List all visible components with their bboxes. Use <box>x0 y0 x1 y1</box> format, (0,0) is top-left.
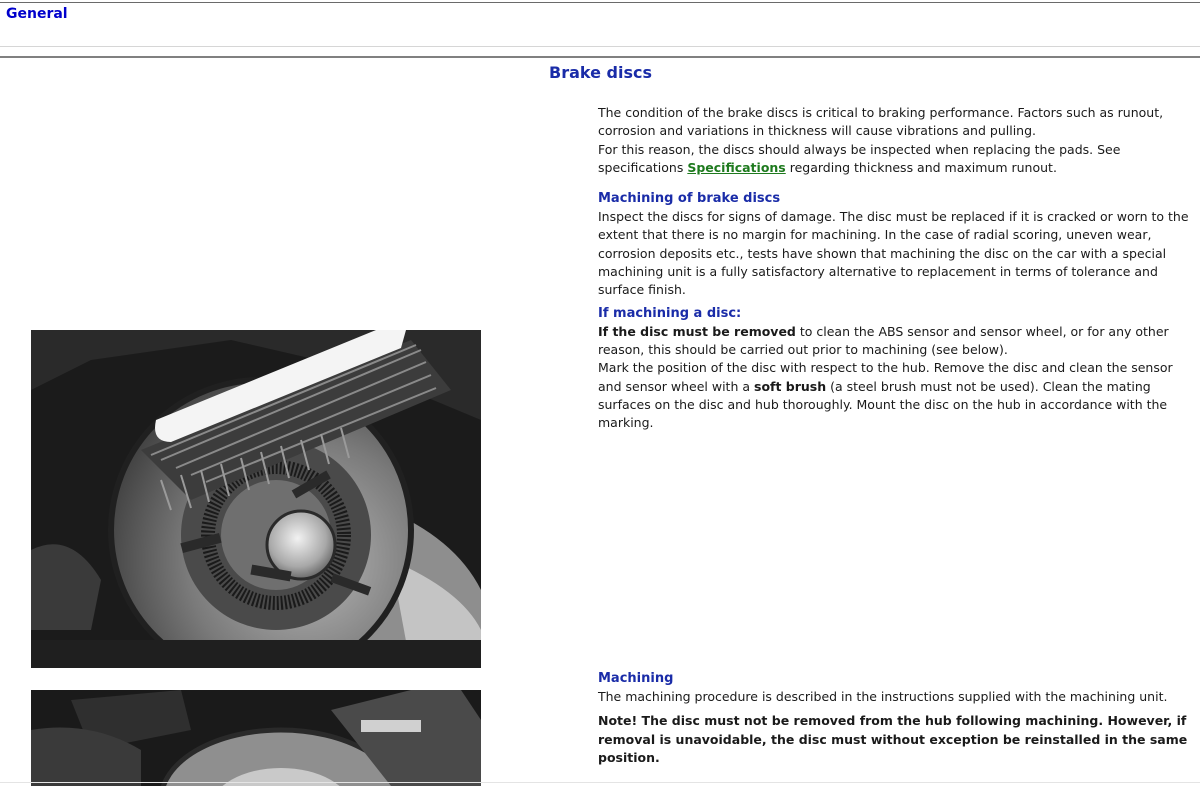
disc-removed-bold: If the disc must be removed <box>598 323 796 339</box>
header-divider-light <box>0 46 1200 47</box>
header-title: General <box>6 6 68 22</box>
intro-text-before-link: For this reason, the discs should always be inspected when replacing the pads. See specifications <box>598 141 1121 175</box>
machining-illustration <box>31 690 481 786</box>
article-content <box>598 104 1192 432</box>
header-divider <box>0 56 1200 58</box>
if-machining-text-2b: (a steel brush must not be used). Clean the mating surfaces on the disc and hub thoroughly. Mount the disc on the hub in accordance with the marking. <box>598 378 1168 431</box>
machining-unit-photo <box>31 690 481 786</box>
intro-paragraph-1: The condition of the brake discs is critical to braking performance. Factors such as runout, corrosion and variations in thickness will cause vibrations and pulling. <box>598 105 1164 139</box>
intro-text-after-link: regarding thickness and maximum runout. <box>785 159 1057 175</box>
machining-body: The machining procedure is described in the instructions supplied with the machining unit. <box>598 689 1168 704</box>
top-border <box>0 2 1200 3</box>
specifications-link[interactable]: Specifications <box>687 159 786 175</box>
machining-section <box>598 670 1192 767</box>
if-machining-heading: If machining a disc: <box>598 305 742 321</box>
intro-paragraph-2 <box>598 141 1192 178</box>
if-machining-text-1: to clean the ABS sensor and sensor wheel, or for any other reason, this should be carried out prior to machining (see below). <box>598 323 1169 357</box>
brush-hub-illustration <box>31 330 481 668</box>
machining-note: Note! The disc must not be removed from the hub following machining. However, if removal is unavoidable, the disc must without exception be reinstalled in the same position. <box>598 713 1188 765</box>
soft-brush-bold: soft brush <box>754 378 827 394</box>
machining-brake-discs-body: Inspect the discs for signs of damage. The disc must be replaced if it is cracked or worn to the extent that there is no margin for machining. In the case of radial scoring, uneven wear, corrosion deposits etc., tests have shown that machining the disc on the car with a special machining unit is a fully satisfactory alternative to replacement in terms of tolerance and surface finish. <box>598 209 1189 298</box>
if-machining-paragraph-1 <box>598 323 1192 360</box>
bottom-border <box>0 782 1200 783</box>
machining-brake-discs-heading: Machining of brake discs <box>598 191 781 207</box>
machining-heading: Machining <box>598 671 674 686</box>
brush-cleaning-hub-photo <box>31 330 481 668</box>
page-title: Brake discs <box>549 63 652 82</box>
if-machining-text-2a: Mark the position of the disc with respect to the hub. Remove the disc and clean the sensor and sensor wheel with a <box>598 360 1173 394</box>
if-machining-paragraph-2 <box>598 359 1192 432</box>
